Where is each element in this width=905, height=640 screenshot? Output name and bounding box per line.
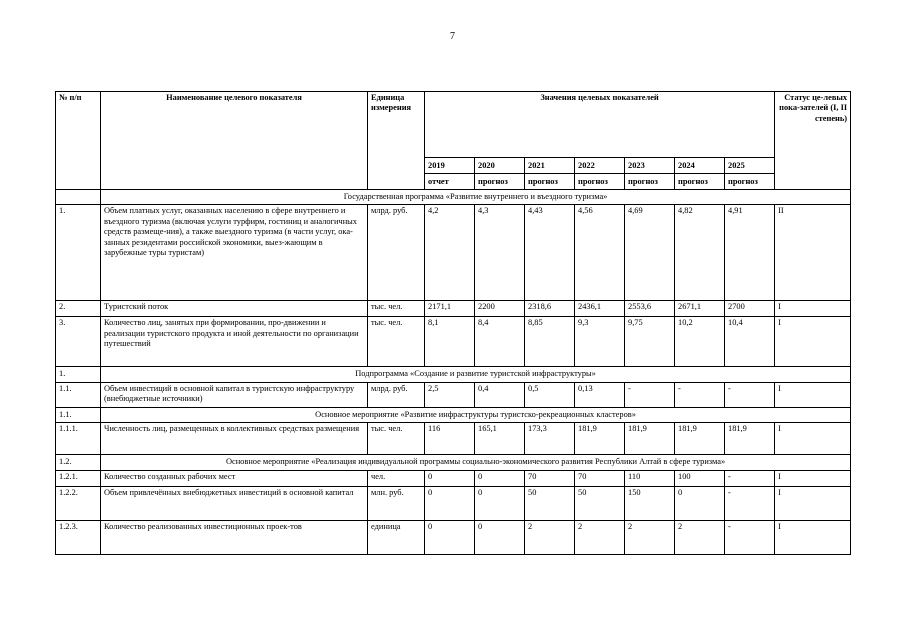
header-status: Статус це-левых пока-зателей (I, II степень) (775, 92, 851, 190)
row-value: - (725, 521, 775, 555)
row-value: 9,75 (625, 317, 675, 367)
row-value: 2171,1 (425, 301, 475, 317)
section-title: Основное мероприятие «Реализация индивидуальной программы социально-экономического развития Республики Алтай в сфере туризма» (101, 455, 851, 471)
row-status: II (775, 205, 851, 301)
table-row (56, 301, 851, 317)
header-row (56, 92, 851, 158)
row-value: 110 (625, 471, 675, 487)
row-value: 50 (575, 487, 625, 521)
section-row (56, 367, 851, 382)
row-value: 0 (475, 521, 525, 555)
row-value: 8,4 (475, 317, 525, 367)
row-name: Объем инвестиций в основной капитал в туристскую инфраструктуру (внебюджетные источники) (101, 382, 368, 407)
row-value: 50 (525, 487, 575, 521)
table-row (56, 205, 851, 301)
row-value: - (675, 382, 725, 407)
row-value: 0,13 (575, 382, 625, 407)
row-value: 181,9 (675, 423, 725, 455)
year-cell: 2022 (575, 158, 625, 174)
row-value: 181,9 (625, 423, 675, 455)
row-value: 0,5 (525, 382, 575, 407)
row-name: Количество лиц, занятых при формировании, про-движении и реализации туристского продукта и иной деятельности по организации путешествий (101, 317, 368, 367)
row-status: I (775, 317, 851, 367)
row-value: - (725, 487, 775, 521)
row-value: 2 (625, 521, 675, 555)
table-row (56, 423, 851, 455)
row-value: 8,85 (525, 317, 575, 367)
header-values: Значения целевых показателей (425, 92, 775, 158)
table-row (56, 317, 851, 367)
year-cell: 2025 (725, 158, 775, 174)
kind-cell: прогноз (525, 174, 575, 190)
section-title: Основное мероприятие «Развитие инфраструктуры туристско-рекреационных кластеров» (101, 407, 851, 422)
row-num: 1.2.3. (56, 521, 101, 555)
row-name: Количество созданных рабочих мест (101, 471, 368, 487)
row-num: 3. (56, 317, 101, 367)
year-cell: 2020 (475, 158, 525, 174)
year-cell: 2024 (675, 158, 725, 174)
table-row (56, 521, 851, 555)
row-value: 0 (425, 487, 475, 521)
row-value: 4,82 (675, 205, 725, 301)
table-row (56, 487, 851, 521)
header-name: Наименование целевого показателя (101, 92, 368, 190)
table-row (56, 471, 851, 487)
row-num: 1. (56, 205, 101, 301)
row-num: 1.2.2. (56, 487, 101, 521)
row-value: 9,3 (575, 317, 625, 367)
year-cell: 2021 (525, 158, 575, 174)
kind-cell: прогноз (675, 174, 725, 190)
row-num: 1.2.1. (56, 471, 101, 487)
row-value: 4,69 (625, 205, 675, 301)
kind-cell: прогноз (475, 174, 525, 190)
header-unit: Единица измерения (368, 92, 425, 190)
row-value: 70 (575, 471, 625, 487)
row-value: 2553,6 (625, 301, 675, 317)
row-value: 0 (425, 521, 475, 555)
indicators-table (55, 91, 851, 555)
row-value: 4,56 (575, 205, 625, 301)
section-title: Подпрограмма «Создание и развитие туристской инфраструктуры» (101, 367, 851, 382)
row-value: 2 (675, 521, 725, 555)
row-value: 2200 (475, 301, 525, 317)
kind-cell: прогноз (575, 174, 625, 190)
row-value: 165,1 (475, 423, 525, 455)
kind-cell: отчет (425, 174, 475, 190)
row-value: 173,3 (525, 423, 575, 455)
row-name: Объем платных услуг, оказанных населению в сфере внутреннего и въездного туризма (включая услуги турфирм, гостиниц и аналогичных средств размеще-ния), а также выездного туризма (в части услуг, ока-занных резидентами российской экономики, выез-жающим в зарубежные туры туристам) (101, 205, 368, 301)
section-num: 1. (56, 367, 101, 382)
row-value: 4,91 (725, 205, 775, 301)
row-value: - (725, 471, 775, 487)
row-value: 4,2 (425, 205, 475, 301)
row-value: 2700 (725, 301, 775, 317)
row-value: 116 (425, 423, 475, 455)
row-num: 2. (56, 301, 101, 317)
row-num: 1.1.1. (56, 423, 101, 455)
row-value: 181,9 (725, 423, 775, 455)
row-unit: тыс. чел. (368, 317, 425, 367)
section-title: Государственная программа «Развитие внутреннего и въездного туризма» (101, 190, 851, 205)
row-name: Численность лиц, размещенных в коллективных средствах размещения (101, 423, 368, 455)
row-status: I (775, 471, 851, 487)
page-number: 7 (450, 31, 455, 42)
table-row (56, 382, 851, 407)
year-cell: 2019 (425, 158, 475, 174)
row-unit: млрд. руб. (368, 205, 425, 301)
row-value: 0,4 (475, 382, 525, 407)
row-unit: тыс. чел. (368, 423, 425, 455)
row-value: 10,2 (675, 317, 725, 367)
row-value: 2 (575, 521, 625, 555)
section-row (56, 407, 851, 422)
section-row (56, 190, 851, 205)
row-value: 0 (425, 471, 475, 487)
row-name: Туристский поток (101, 301, 368, 317)
row-unit: единица (368, 521, 425, 555)
row-value: 4,3 (475, 205, 525, 301)
row-unit: млрд. руб. (368, 382, 425, 407)
row-status: I (775, 301, 851, 317)
row-value: 8,1 (425, 317, 475, 367)
row-name: Объем привлечённых внебюджетных инвестиций в основной капитал (101, 487, 368, 521)
row-value: 2436,1 (575, 301, 625, 317)
row-value: 0 (475, 487, 525, 521)
row-value: 2318,6 (525, 301, 575, 317)
section-row (56, 455, 851, 471)
row-unit: чел. (368, 471, 425, 487)
header-num: № п/п (56, 92, 101, 190)
row-status: I (775, 521, 851, 555)
row-name: Количество реализованных инвестиционных проек-тов (101, 521, 368, 555)
row-status: I (775, 382, 851, 407)
row-status: I (775, 487, 851, 521)
row-num: 1.1. (56, 382, 101, 407)
row-status: I (775, 423, 851, 455)
row-value: 2,5 (425, 382, 475, 407)
row-unit: тыс. чел. (368, 301, 425, 317)
row-value: 0 (475, 471, 525, 487)
row-value: - (625, 382, 675, 407)
row-unit: млн. руб. (368, 487, 425, 521)
row-value: 150 (625, 487, 675, 521)
section-num: 1.2. (56, 455, 101, 471)
row-value: 70 (525, 471, 575, 487)
row-value: 100 (675, 471, 725, 487)
section-num: 1.1. (56, 407, 101, 422)
row-value: 4,43 (525, 205, 575, 301)
row-value: 0 (675, 487, 725, 521)
row-value: 181,9 (575, 423, 625, 455)
kind-cell: прогноз (725, 174, 775, 190)
row-value: 2 (525, 521, 575, 555)
row-value: 2671,1 (675, 301, 725, 317)
kind-cell: прогноз (625, 174, 675, 190)
year-cell: 2023 (625, 158, 675, 174)
row-value: - (725, 382, 775, 407)
row-value: 10,4 (725, 317, 775, 367)
